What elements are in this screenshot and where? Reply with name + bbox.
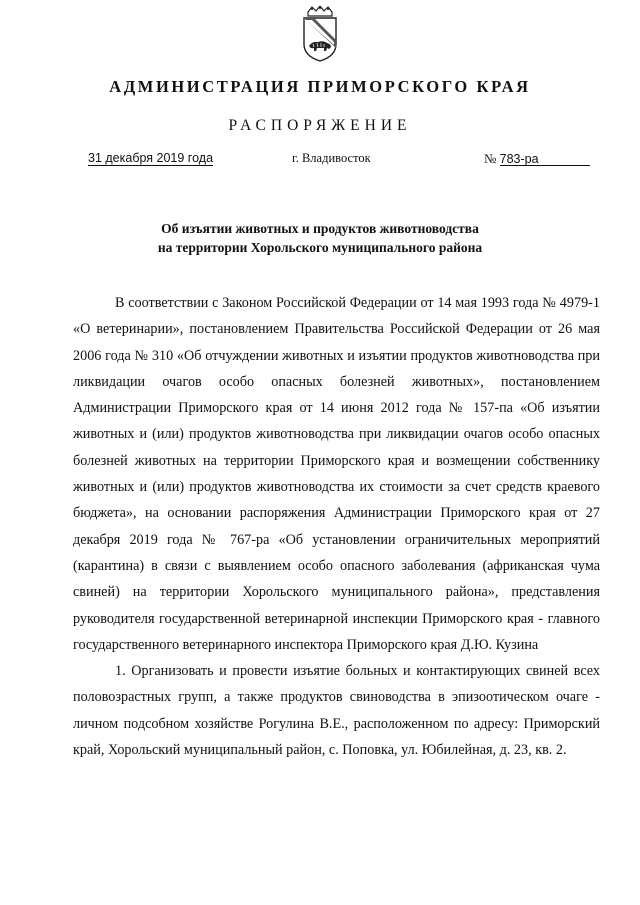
item-1-paragraph: 1. Организовать и провести изъятие больных и контактирующих свиней всех половозрастных групп, а также продуктов свиноводства в эпизоотическом очаге - личном подсобном хозяйстве Рогулина В.Е., расположенном по адресу: Приморский край, Хорольский муниципальный район, с. Поповка, ул. Юбилейная, д. 23, кв. 2. [73,663,600,759]
document-body [73,290,600,763]
date-value: 31 декабря 2019 года [88,151,214,165]
title-line-1: Об изъятии животных и продуктов животноводства [161,221,479,236]
preamble-paragraph: В соответствии с Законом Российской Федерации от 14 мая 1993 года № 4979-1 «О ветеринарии», постановлением Правительства Российской Федерации от 26 мая 2006 года № 310 «Об отчуждении животных и изъятии продуктов животноводства при ликвидации очагов особо опасных болезней животных», постановлением Администрации Приморского края от 14 июня 2012 года № 157-па «Об изъятии животных и (или) продуктов животноводства при ликвидации очагов особо опасных болезней животных на территории Приморского края и возмещении собственнику животных и (или) продуктов животноводства их стоимости за счет средств краевого бюджета», на основании распоряжения Администрации Приморского края от 27 декабря 2019 года № 767-ра «Об установлении ограничительных мероприятий (карантина) в связи с выявлением особо опасного заболевания (африканская чума свиней) на территории Хорольского муниципального района», представления руководителя государственной ветеринарной инспекции Приморского края - главного государственного ветеринарного инспектора Приморского края Д.Ю. Кузина [73,295,600,653]
title-line-2: на территории Хорольского муниципального района [157,240,483,255]
document-date [88,151,213,165]
number-value: 783-ра [500,153,590,166]
document-number [484,151,590,167]
document-type: РАСПОРЯЖЕНИЕ [228,117,412,134]
organization-name: АДМИНИСТРАЦИЯ ПРИМОРСКОГО КРАЯ [109,77,531,96]
primorsky-krai-coat-of-arms-icon [300,6,340,62]
document-city: г. Владивосток [292,151,371,165]
document-title [0,219,640,257]
number-prefix: № [484,151,497,166]
